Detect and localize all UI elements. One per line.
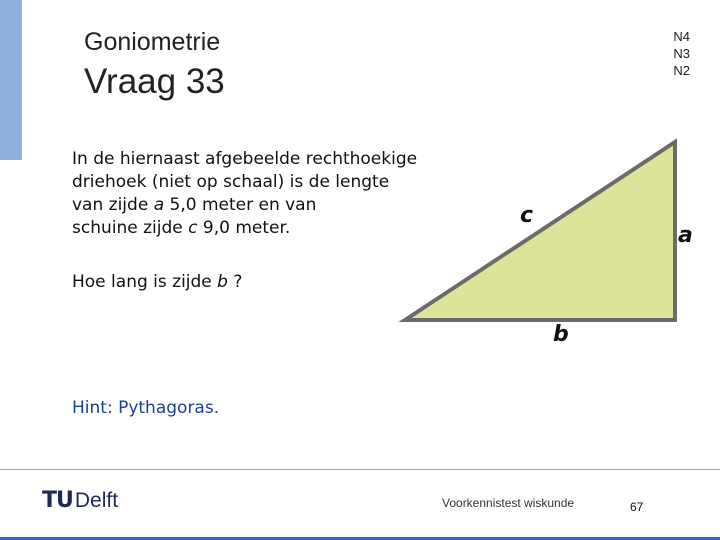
level-n2: N2 (673, 63, 690, 78)
footer-title: Voorkennistest wiskunde (442, 496, 575, 510)
question-line-1: In de hiernaast afgebeelde rechthoekige (72, 149, 418, 169)
question-line-4: schuine zijde c 9,0 meter. (72, 218, 291, 238)
label-side-a: a (678, 223, 693, 248)
logo-mark: TU (42, 488, 73, 513)
slide-subject: Goniometrie (84, 28, 221, 56)
question-line-3: van zijde a 5,0 meter en van (72, 195, 317, 215)
hint-text: Hint: Pythagoras. (72, 398, 220, 418)
slide-title: Vraag 33 (84, 62, 225, 101)
page-number: 67 (630, 500, 644, 514)
footer-divider (0, 469, 720, 470)
question-line-2: driehoek (niet op schaal) is de lengte (72, 172, 390, 192)
var-c: c (188, 218, 198, 238)
level-n3: N3 (673, 46, 690, 61)
label-side-c: c (520, 203, 534, 228)
var-a: a (153, 195, 165, 215)
right-triangle (405, 142, 675, 320)
logo-text: Delft (74, 488, 119, 512)
level-n4: N4 (673, 29, 690, 44)
question-ask: Hoe lang is zijde b ? (72, 272, 243, 292)
tu-delft-logo (42, 488, 118, 513)
label-side-b: b (553, 322, 569, 347)
var-b: b (217, 272, 228, 292)
